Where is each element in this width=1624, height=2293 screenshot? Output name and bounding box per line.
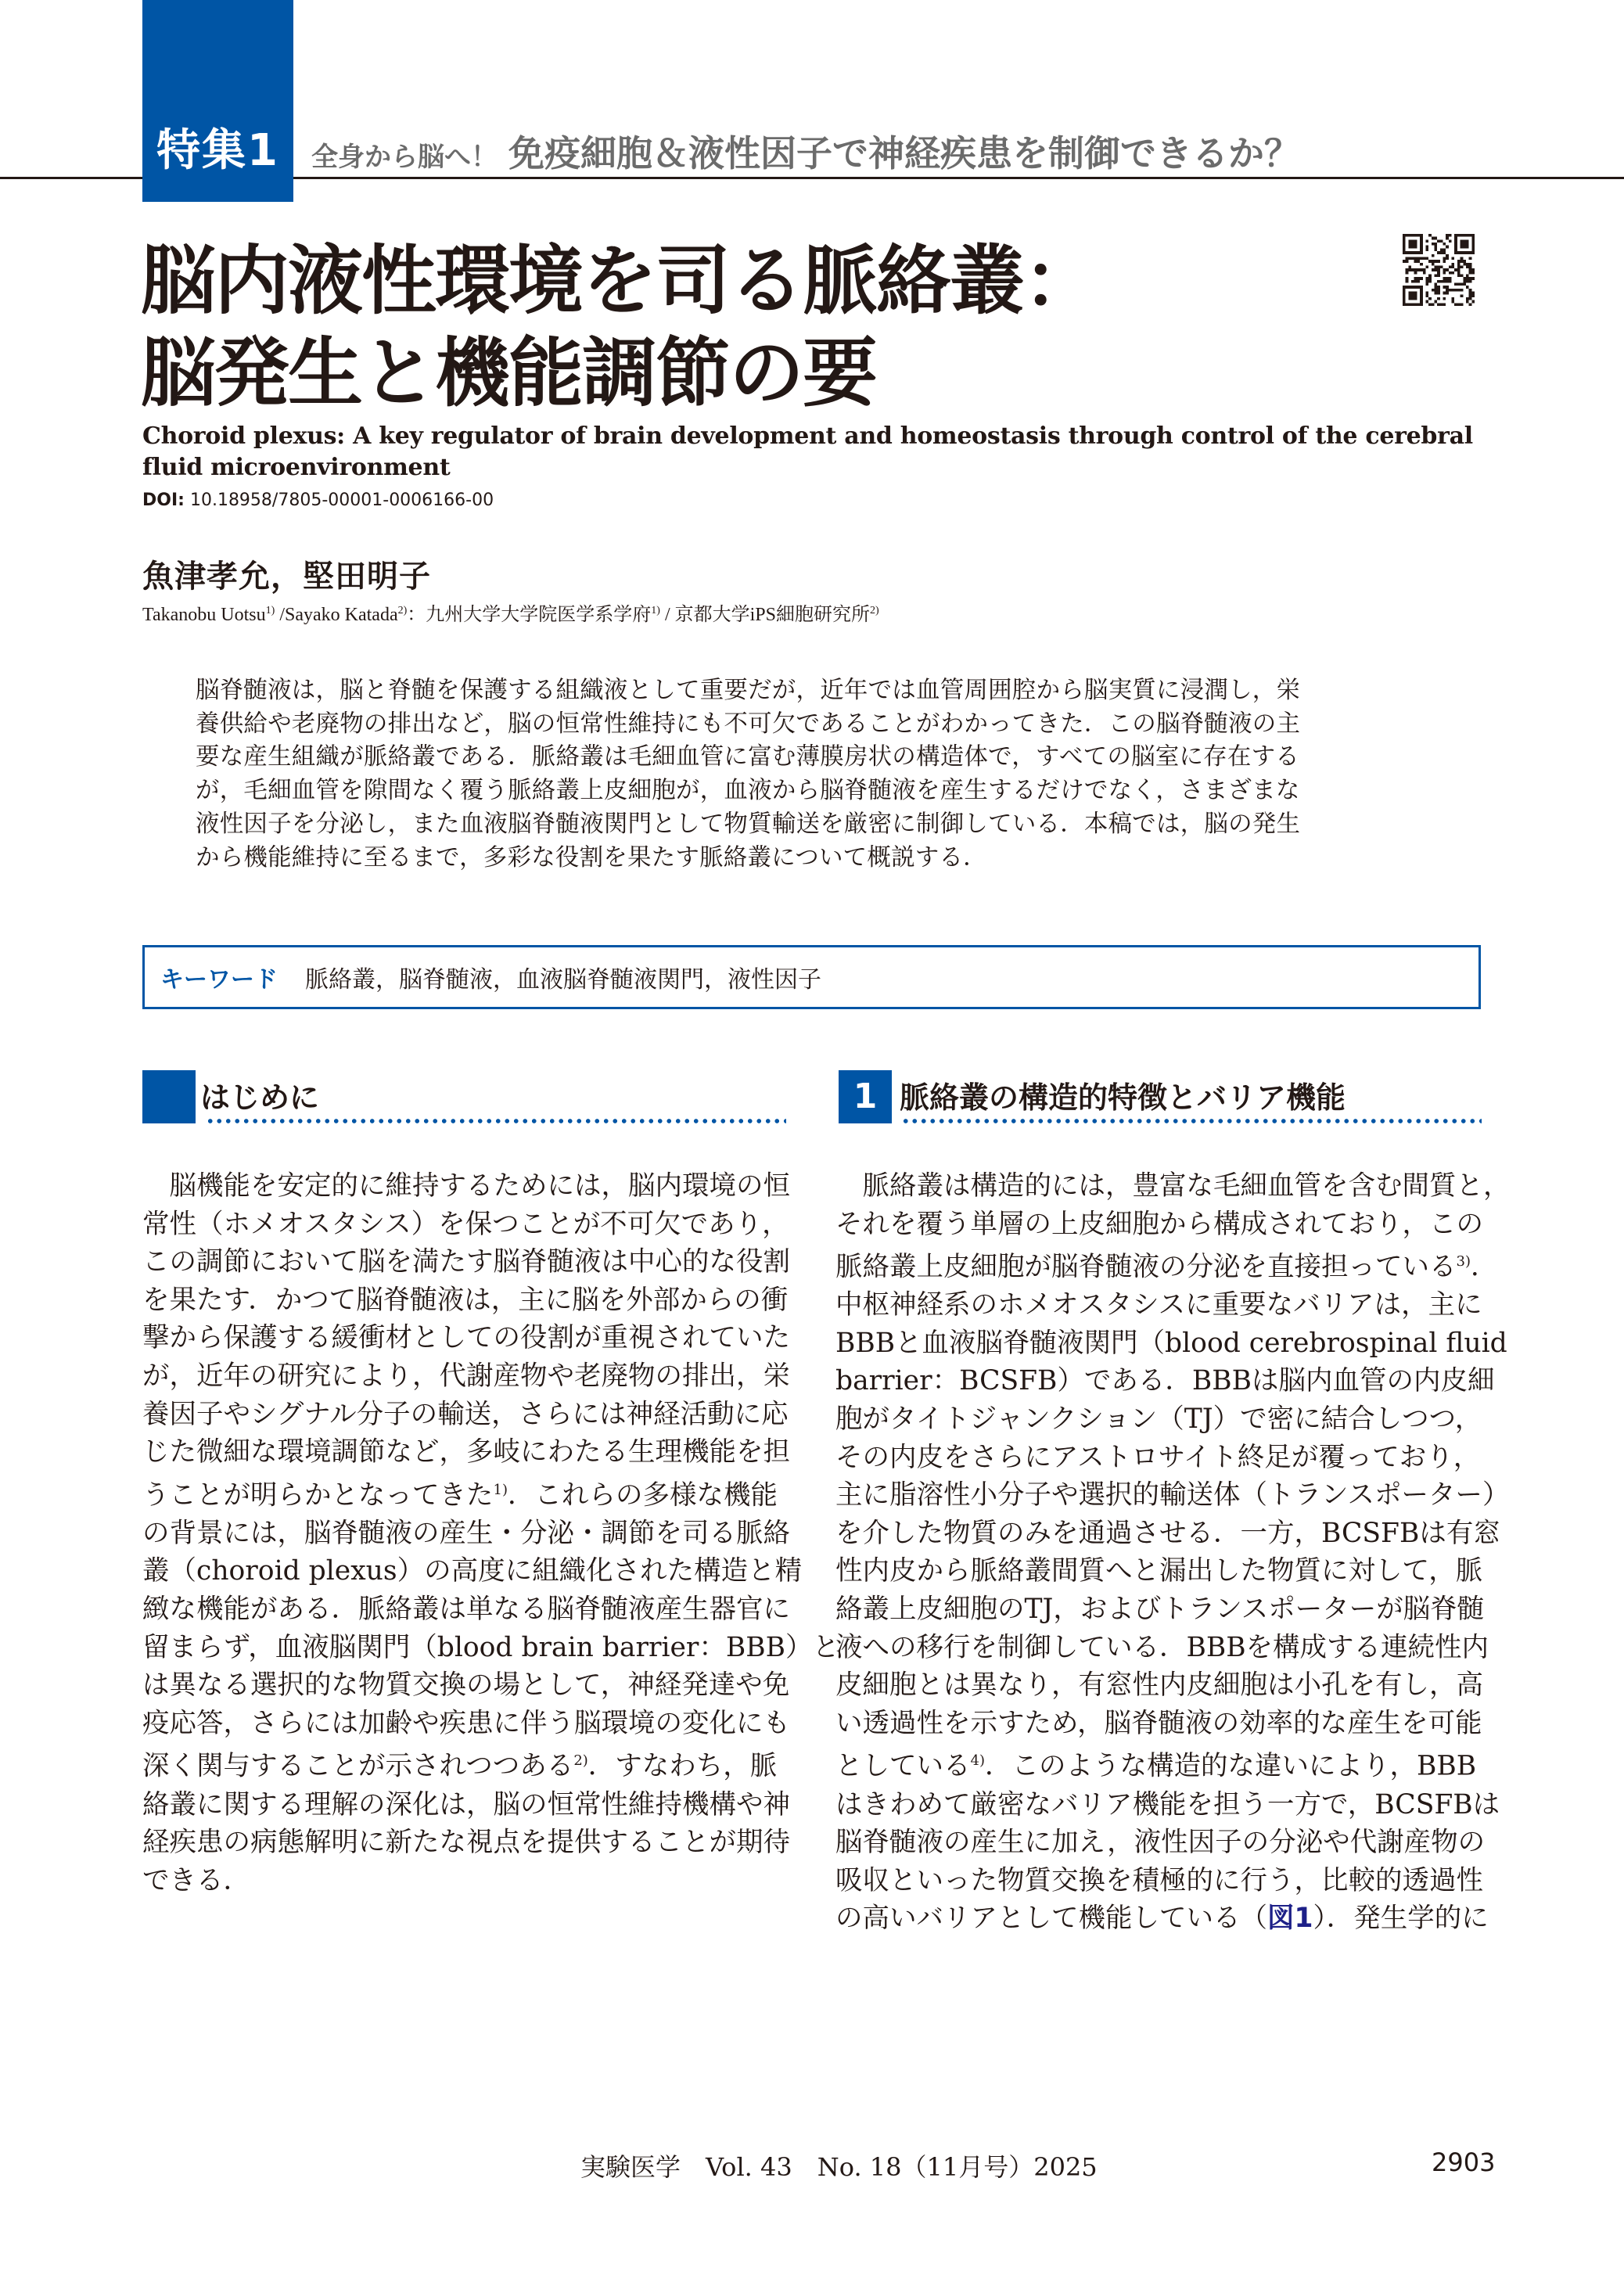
page-number: 2903 [1432,2147,1496,2177]
institution-2: 京都大学iPS細胞研究所 [674,605,870,625]
body-text: できる． [142,1864,250,1896]
institution-separator: / [659,605,675,625]
body-text: 脈絡叢上皮細胞が脳脊髄液の分泌を直接担っている [835,1251,1457,1283]
body-text: としている [835,1750,971,1782]
institution-1-mark: 1) [651,605,660,616]
body-text: ． [1470,1251,1498,1283]
body-text: 叢（choroid plexus）の高度に組織化された構造と精 [142,1555,803,1587]
figure-ref-link[interactable]: 図1 [1267,1903,1313,1935]
body-text: 撃から保護する緩衝材としての役割が重視されていた [142,1322,790,1354]
body-text: ．このような構造的な違いにより，BBB [984,1750,1477,1782]
body-text: は異なる選択的な物質交換の場として，神経発達や免 [142,1669,790,1702]
body-text: 絡叢上皮細胞のTJ，およびトランスポーターが脳脊髄 [835,1594,1485,1626]
body-line [835,1742,1485,1785]
body-text: ．これらの多様な機能 [507,1479,778,1511]
body-line [142,1433,792,1472]
article-title-line-1: 脳内液性環境を司る脈絡叢： [141,237,1097,325]
body-text: の背景には，脳脊髄液の産生・分泌・調節を司る脈絡 [142,1517,790,1549]
affiliation-colon: ： [407,605,426,625]
authors-japanese: 魚津孝允，堅田明子 [142,559,431,595]
citation-ref[interactable]: 1) [493,1481,508,1498]
body-line [142,1243,792,1281]
body-line [142,1206,792,1244]
author-2-name: Sayako Katada [284,605,398,625]
body-line [142,1629,839,1667]
series-title [311,125,1300,177]
body-line [835,1899,1489,1938]
footer-journal-info: 実験医学 Vol. 43 No. 18（11月号）2025 [580,2152,1098,2182]
body-text: 胞がタイトジャンクション（TJ）で密に結合しつつ， [835,1403,1482,1436]
keywords-text: 脈絡叢，脳脊髄液，血液脳脊髄液関門，液性因子 [305,966,821,994]
body-text: BBBと血液脳脊髄液関門（blood cerebrospinal fluid [835,1327,1507,1359]
body-line [835,1286,1485,1324]
abstract-line: 養供給や老廃物の排出など，脳の恒常性維持にも不可欠であることがわかってきた．この脳脊髄液の主 [196,710,1301,738]
body-line [835,1552,1485,1590]
body-line [142,1742,792,1785]
body-text: 養因子やシグナル分子の輸送，さらには神経活動に応 [142,1398,789,1430]
body-line [835,1666,1485,1705]
body-line [835,1515,1500,1553]
section-dotted-rule [206,1119,786,1123]
author-1-mark: 1) [265,605,275,616]
body-text: 脳脊髄液の産生に加え，液性因子の分泌や代謝産物の [835,1827,1486,1859]
body-line [835,1439,1485,1477]
doi-label: DOI: [142,491,185,510]
body-text: この調節において脳を満たす脳脊髄液は中心的な役割 [142,1246,790,1278]
body-line [142,1472,792,1515]
author-separator: / [275,605,285,625]
body-text: の高いバリアとして機能している（ [835,1903,1267,1935]
body-line [142,1590,792,1629]
body-text: はきわめて厳密なバリア機能を担う一方で，BCSFBは [835,1788,1500,1820]
section-heading-1: 脈絡叢の構造的特徴とバリア機能 [900,1080,1346,1115]
qr-code-icon[interactable] [1403,233,1475,307]
body-text: 緻な機能がある．脈絡叢は単なる脳脊髄液産生器官に [142,1594,790,1626]
section-heading-introduction: はじめに [200,1080,320,1115]
body-line [142,1666,792,1705]
abstract-line: が，毛細血管を隙間なく覆う脈絡叢上皮細胞が，血液から脳脊髄液を産生するだけでなく，さまざまな [196,777,1300,805]
body-line [142,1167,792,1206]
body-text: 脳機能を安定的に維持するためには，脳内環境の恒 [142,1170,790,1202]
abstract-line: 脳脊髄液は，脳と脊髄を保護する組織液として重要だが，近年では血管周囲腔から脳実質に浸潤し，栄 [196,677,1301,704]
body-line [835,1324,1507,1363]
body-line [835,1629,1489,1667]
body-text: 吸収といった物質交換を積極的に行う，比較的透過性 [835,1864,1483,1896]
body-text: 主に脂溶性小分子や選択的輸送体（トランスポーター） [835,1479,1510,1511]
affiliation-line [142,598,879,626]
body-text: それを覆う単層の上皮細胞から構成されており，この [835,1208,1483,1240]
body-text: 皮細胞とは異なり，有窓性内皮細胞は小孔を有し，高 [835,1669,1483,1702]
section-marker-block [142,1070,196,1123]
body-line [142,1319,792,1357]
feature-label: 特集1 [156,125,279,176]
body-line [835,1824,1485,1862]
citation-ref[interactable]: 3) [1456,1253,1471,1270]
body-text: が，近年の研究により，代謝産物や老廃物の排出，栄 [142,1360,790,1392]
body-text: 液への移行を制御している．BBBを構成する連続性内 [835,1631,1489,1663]
body-line [142,1552,803,1590]
author-1-name: Takanobu Uotsu [142,605,266,625]
body-text: を介した物質のみを通過させる．一方，BCSFBは有窓 [835,1517,1500,1549]
abstract-line: から機能維持に至るまで，多彩な役割を果たす脈絡叢について概説する． [196,843,987,872]
body-line [142,1396,792,1434]
abstract-line: 液性因子を分泌し，また血液脳脊髄液関門として物質輸送を厳密に制御している．本稿では，脳の発生 [196,810,1301,838]
section-dotted-rule [901,1119,1482,1123]
body-line [142,1862,792,1900]
keywords-label: キーワード [160,966,278,994]
citation-ref[interactable]: 2) [573,1752,588,1770]
body-text: い透過性を示すため，脳脊髄液の効率的な産生を可能 [835,1707,1482,1739]
section-number-block [839,1070,892,1123]
body-line [835,1862,1485,1900]
institution-2-mark: 2) [869,605,879,616]
left-column-body [142,1167,839,1899]
body-text: ．すなわち，脈 [587,1750,778,1782]
english-title: Choroid plexus: A key regulator of brain development and homeostasis through control of the cerebral fluid microenvironment [142,422,1473,481]
body-line [142,1786,792,1824]
body-text: を果たす．かつて脳脊髄液は，主に脳を外部からの衝 [142,1284,789,1316]
body-line [142,1824,792,1862]
body-text: 留まらず，血液脳関門（blood brain barrier：BBB）と [142,1631,839,1663]
body-line [835,1705,1485,1743]
body-text: 経疾患の病態解明に新たな視点を提供することが期待 [142,1827,790,1859]
body-line [835,1243,1498,1286]
body-line [142,1515,792,1553]
body-text: 深く関与することが示されつつある [142,1750,574,1782]
section-number: 1 [853,1076,878,1116]
abstract [196,674,1432,875]
body-text: barrier：BCSFB）である．BBBは脳内血管の内皮細 [835,1365,1495,1397]
body-line [142,1281,792,1320]
body-line [835,1476,1510,1515]
body-text: ）．発生学的に [1313,1903,1489,1935]
citation-ref[interactable]: 4) [970,1752,985,1770]
body-text: その内皮をさらにアストロサイト終足が覆っており， [835,1441,1481,1473]
body-text: じた微細な環境調節など，多岐にわたる生理機能を担 [142,1436,790,1468]
body-text: うことが明らかとなってきた [142,1479,494,1511]
institution-1: 九州大学大学院医学系学府 [426,605,652,625]
abstract-line: 要な産生組織が脈絡叢である．脈絡叢は毛細血管に富む薄膜房状の構造体で，すべての脳室に存在する [196,743,1299,771]
body-text: 中枢神経系のホメオスタシスに重要なバリアは，主に [835,1289,1482,1321]
series-subtitle: 全身から脳へ！ [311,142,498,173]
article-title-line-2: 脳発生と機能調節の要 [141,329,876,417]
body-line [142,1705,792,1743]
body-line [835,1400,1485,1439]
body-line [835,1167,1511,1206]
body-text: 脈絡叢は構造的には，豊富な毛細血管を含む間質と， [835,1170,1511,1202]
body-text: 絡叢に関する理解の深化は，脳の恒常性維持機構や神 [142,1788,790,1820]
article-title [141,235,1097,419]
body-text: 性内皮から脈絡叢間質へと漏出した物質に対して，脈 [835,1555,1483,1587]
body-line [835,1590,1485,1629]
doi-value[interactable]: 10.18958/7805-00001-0006166-00 [189,491,494,510]
body-line [835,1206,1485,1244]
series-main-title: 免疫細胞＆液性因子で神経疾患を制御できるか？ [508,132,1300,174]
body-line [142,1357,792,1396]
body-line [835,1362,1495,1400]
doi [142,491,494,510]
author-2-mark: 2) [397,605,408,616]
body-text: 疫応答，さらには加齢や疾患に伴う脳環境の変化にも [142,1707,790,1739]
right-column-body [835,1167,1511,1938]
body-line [835,1786,1500,1824]
body-text: 常性（ホメオスタシス）を保つことが不可欠であり， [142,1208,789,1240]
